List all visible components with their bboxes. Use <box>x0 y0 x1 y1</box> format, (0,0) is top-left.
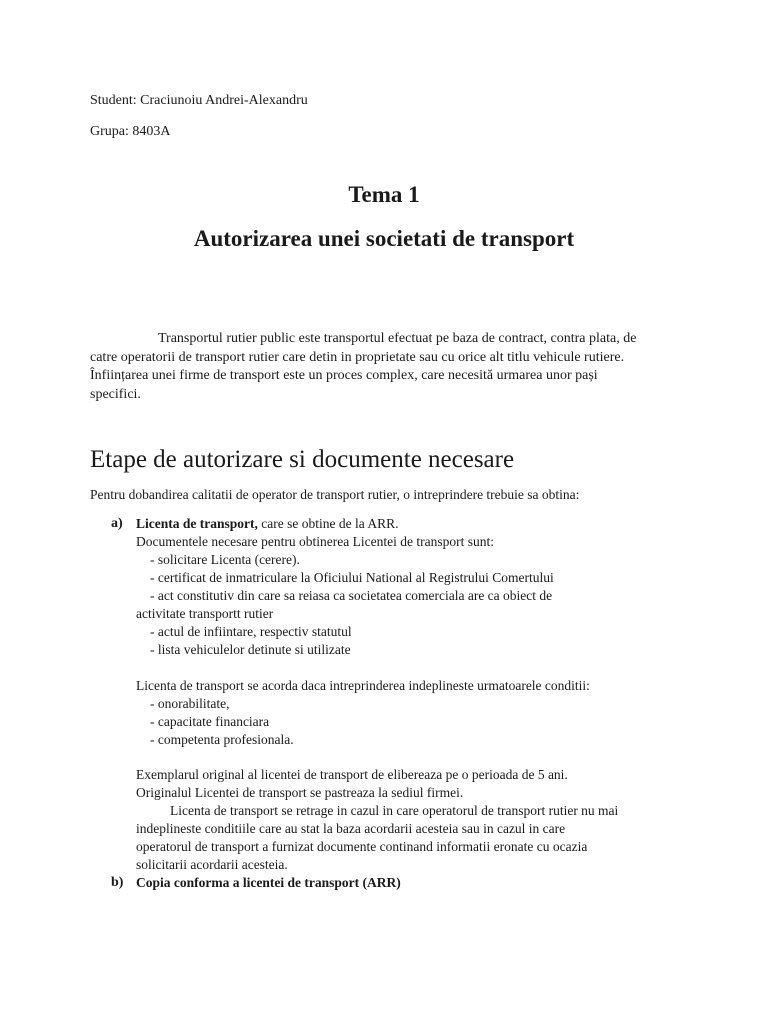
document-item-continuation: activitate transportt rutier <box>136 606 274 621</box>
document-item: - solicitare Licenta (cerere). <box>150 552 300 567</box>
condition-item: - capacitate financiara <box>150 714 270 729</box>
list-marker-a: a) <box>111 516 123 531</box>
withdrawal-line: indeplineste conditiile care au stat la baza acordarii acesteia sau in cazul in care <box>136 821 566 836</box>
withdrawal-line: Licenta de transport se retrage in cazul in care operatorul de transport rutier nu mai <box>170 803 619 818</box>
conditions-intro: Licenta de transport se acorda daca intreprinderea indeplineste urmatoarele conditii: <box>136 678 590 693</box>
document-item: - certificat de inmatriculare la Oficiului National al Registrului Comertului <box>150 570 554 585</box>
intro-paragraph <box>90 330 680 404</box>
list-marker-b: b) <box>111 875 124 890</box>
intro-line: specifici. <box>90 386 141 402</box>
item-b-title: Copia conforma a licentei de transport (ARR) <box>136 875 401 890</box>
withdrawal-line: operatorul de transport a furnizat documente continand informatii eronate cu ocazia <box>136 839 588 854</box>
document-item: - lista vehiculelor detinute si utilizate <box>150 642 351 657</box>
document-item: - act constitutiv din care sa reiasa ca societatea comerciala are ca obiect de <box>150 588 553 603</box>
item-a-title-rest: care se obtine de la ARR. <box>257 516 399 531</box>
withdrawal-line: solicitarii acordarii acesteia. <box>136 857 288 872</box>
intro-line: catre operatorii de transport rutier care detin in proprietate sau cu orice alt titlu vehicule rutiere. <box>90 349 625 365</box>
item-a-title <box>136 516 398 532</box>
group-label: Grupa: 8403A <box>90 124 171 139</box>
intro-line: Înființarea unei firme de transport este un proces complex, care necesită urmarea unor pași <box>90 368 598 383</box>
student-name: Student: Craciunoiu Andrei-Alexandru <box>90 93 308 108</box>
documents-intro: Documentele necesare pentru obtinerea Licentei de transport sunt: <box>136 534 494 549</box>
validity-line: Exemplarul original al licentei de transport de elibereaza pe o perioada de 5 ani. <box>136 767 568 782</box>
section-heading: Etape de autorizare si documente necesare <box>90 446 515 473</box>
item-a-title-bold: Licenta de transport, <box>136 516 258 531</box>
page-title: Tema 1 <box>348 182 420 207</box>
page-subtitle: Autorizarea unei societati de transport <box>193 226 575 251</box>
section-lead: Pentru dobandirea calitatii de operator de transport rutier, o intreprindere trebuie sa obtina: <box>90 487 580 502</box>
intro-line: Transportul rutier public este transportul efectuat pe baza de contract, contra plata, de <box>158 331 637 346</box>
condition-item: - competenta profesionala. <box>150 732 294 747</box>
document-item: - actul de infiintare, respectiv statutul <box>150 624 352 639</box>
original-storage-line: Originalul Licentei de transport se pastreaza la sediul firmei. <box>136 785 464 800</box>
condition-item: - onorabilitate, <box>150 696 230 711</box>
